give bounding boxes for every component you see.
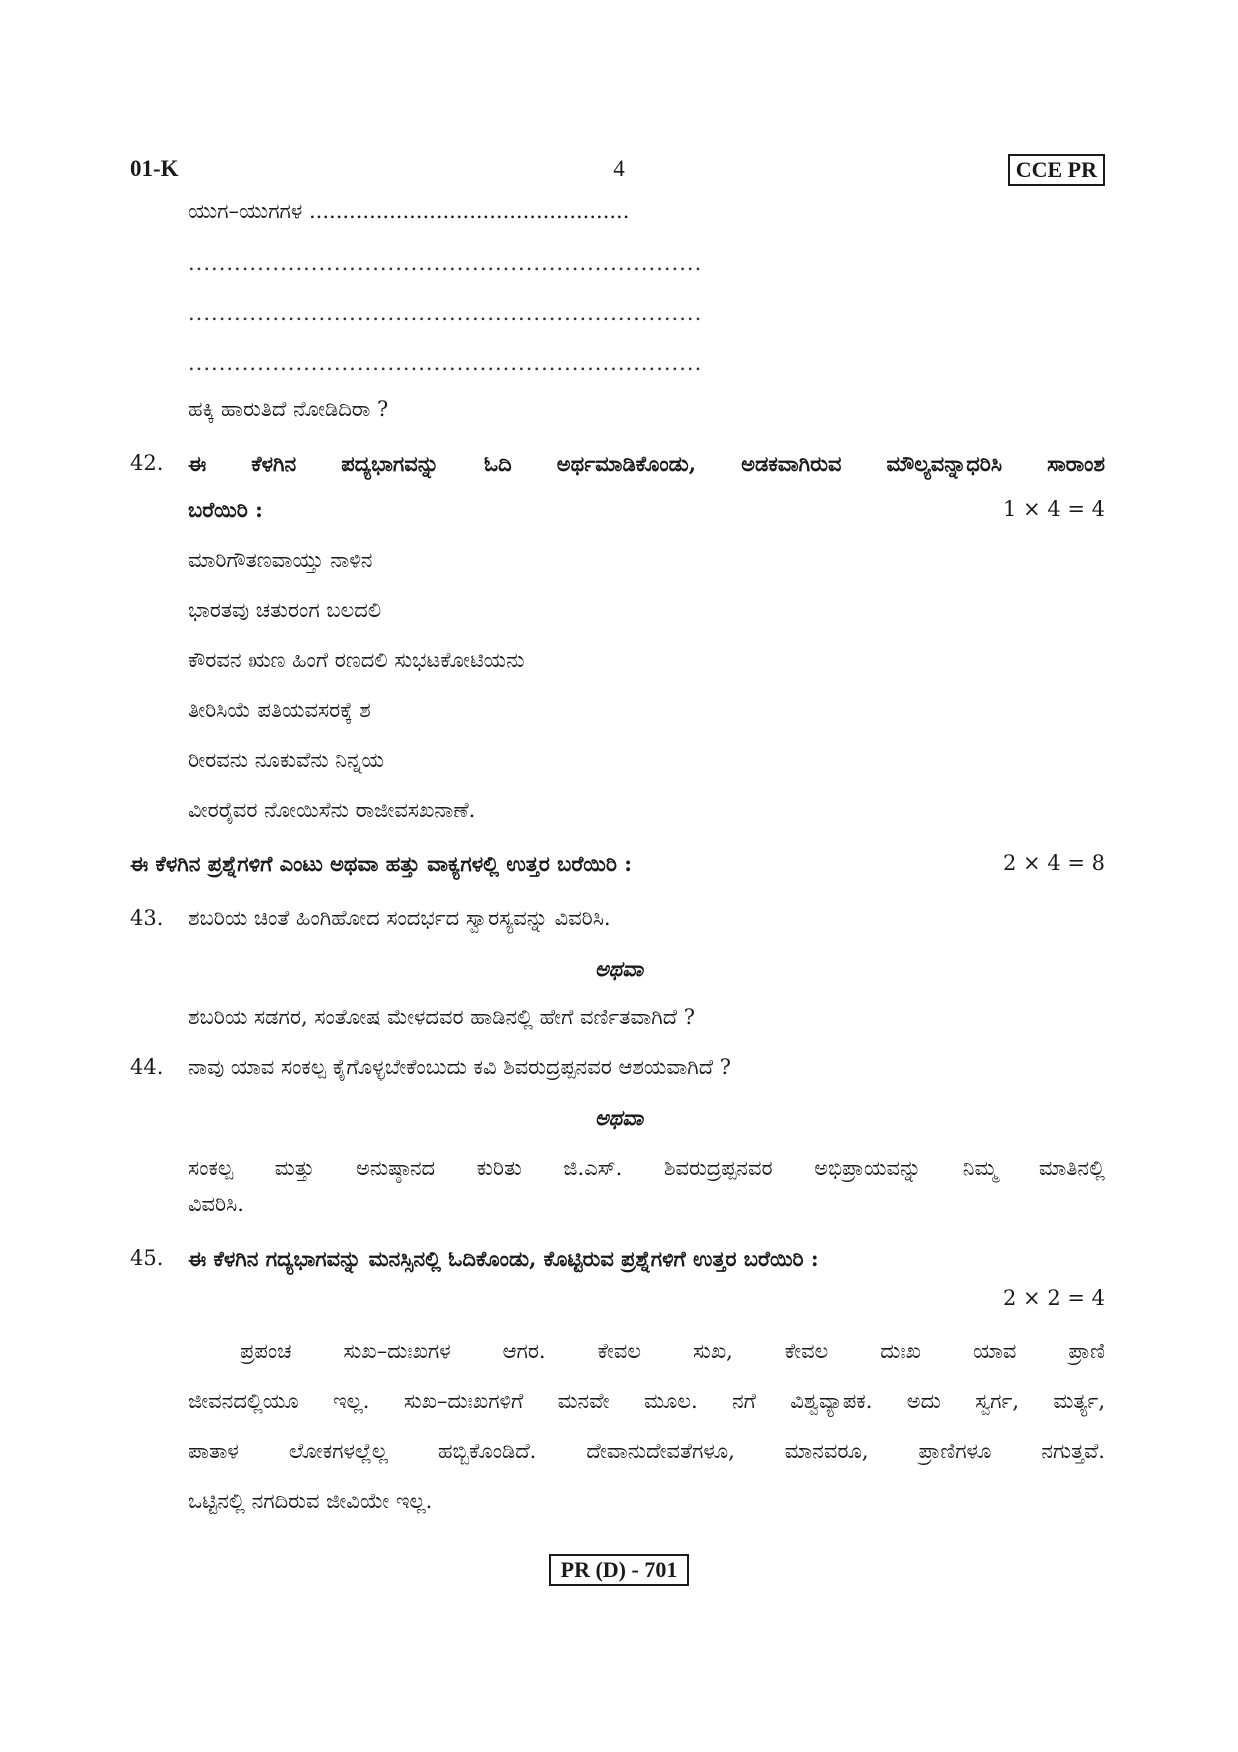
question-42-marks: 1 × 4 = 4 — [1003, 497, 1105, 521]
question-43-alt: ಶಬರಿಯ ಸಡಗರ, ಸಂತೋಷ ಮೇಳದವರ ಹಾಡಿನಲ್ಲಿ ಹೇಗೆ ವರ್ಣಿತವಾಗಿದೆ ? — [188, 1005, 696, 1029]
dotted-line: ................................................................... — [188, 301, 703, 325]
passage-line: ಪಾತಾಳ ಲೋಕಗಳಲ್ಲೆಲ್ಲ ಹಬ್ಬಿಕೊಂಡಿದೆ. ದೇವಾನುದೇವತೆಗಳೂ, ಮಾನವರೂ, ಪ್ರಾಣಿಗಳೂ ನಗುತ್ತವೆ. — [188, 1439, 1105, 1463]
cce-pr-badge: CCE PR — [1008, 154, 1105, 186]
page-number: 4 — [613, 156, 625, 181]
question-44-alt: ಸಂಕಲ್ಪ ಮತ್ತು ಅನುಷ್ಠಾನದ ಕುರಿತು ಜಿ.ಎಸ್. ಶಿವರುದ್ರಪ್ಪನವರ ಅಭಿಪ್ರಾಯವನ್ನು ನಿಮ್ಮ ಮಾತಿನಲ್ಲಿ — [188, 1156, 1105, 1180]
question-45-marks: 2 × 2 = 4 — [1003, 1286, 1105, 1310]
question-number-43: 43. — [130, 906, 164, 930]
question-44-text: ನಾವು ಯಾವ ಸಂಕಲ್ಪ ಕೈಗೊಳ್ಳಬೇಕೆಂಬುದು ಕವಿ ಶಿವರುದ್ರಪ್ಪನವರ ಆಶಯವಾಗಿದೆ ? — [188, 1055, 732, 1079]
poem-line-yuga: ಯುಗ–ಯುಗಗಳ ................................................ — [188, 199, 630, 223]
or-label: ಅಥವಾ — [594, 1105, 644, 1130]
poem-line: ತೀರಿಸಿಯೆ ಪತಿಯವಸರಕ್ಕೆ ಶ — [188, 698, 371, 722]
question-42-text-cont: ಬರೆಯಿರಿ : — [188, 497, 263, 522]
poem-line-hakki: ಹಕ್ಕಿ ಹಾರುತಿದೆ ನೋಡಿದಿರಾ ? — [188, 397, 389, 421]
poem-line: ವೀರರೈವರ ನೋಯಿಸೆನು ರಾಜೀವಸಖನಾಣೆ. — [188, 798, 476, 822]
question-42-text: ಈ ಕೆಳಗಿನ ಪದ್ಯಭಾಗವನ್ನು ಓದಿ ಅರ್ಥಮಾಡಿಕೊಂಡು, ಅಡಕವಾಗಿರುವ ಮೌಲ್ಯವನ್ನಾಧರಿಸಿ ಸಾರಾಂಶ — [188, 451, 1105, 476]
poem-line: ಕೌರವನ ಋಣ ಹಿಂಗೆ ರಣದಲಿ ಸುಭಟಕೋಟಿಯನು — [188, 648, 525, 672]
section-marks: 2 × 4 = 8 — [1003, 851, 1105, 875]
or-label: ಅಥವಾ — [594, 956, 644, 981]
poem-line: ಭಾರತವು ಚತುರಂಗ ಬಲದಲಿ — [188, 598, 382, 622]
poem-line: ರೀರವನು ನೂಕುವೆನು ನಿನ್ನಯ — [188, 748, 384, 772]
passage-line: ಒಟ್ಟಿನಲ್ಲಿ ನಗದಿರುವ ಜೀವಿಯೇ ಇಲ್ಲ. — [188, 1489, 433, 1513]
footer-code: PR (D) - 701 — [549, 1554, 690, 1586]
question-number-44: 44. — [130, 1055, 164, 1079]
passage-line: ಪ್ರಪಂಚ ಸುಖ–ದುಃಖಗಳ ಆಗರ. ಕೇವಲ ಸುಖ, ಕೇವಲ ದುಃಖ ಯಾವ ಪ್ರಾಣಿ — [240, 1339, 1105, 1363]
question-44-alt-cont: ವಿವರಿಸಿ. — [188, 1192, 244, 1216]
question-number-42: 42. — [130, 451, 164, 475]
dotted-line: ................................................................... — [188, 251, 703, 275]
question-number-45: 45. — [130, 1246, 164, 1270]
question-43-text: ಶಬರಿಯ ಚಿಂತೆ ಹಿಂಗಿಹೋದ ಸಂದರ್ಭದ ಸ್ವಾರಸ್ಯವನ್ನು ವಿವರಿಸಿ. — [188, 906, 611, 930]
section-instruction: ಈ ಕೆಳಗಿನ ಪ್ರಶ್ನೆಗಳಿಗೆ ಎಂಟು ಅಥವಾ ಹತ್ತು ವಾಕ್ಯಗಳಲ್ಲಿ ಉತ್ತರ ಬರೆಯಿರಿ : — [130, 851, 632, 876]
dotted-line: ................................................................... — [188, 351, 703, 375]
question-45-text: ಈ ಕೆಳಗಿನ ಗದ್ಯಭಾಗವನ್ನು ಮನಸ್ಸಿನಲ್ಲಿ ಓದಿಕೊಂಡು, ಕೊಟ್ಟಿರುವ ಪ್ರಶ್ನೆಗಳಿಗೆ ಉತ್ತರ ಬರೆಯಿರಿ : — [188, 1246, 819, 1271]
paper-code: 01-K — [130, 156, 179, 181]
poem-line: ಮಾರಿಗೌತಣವಾಯ್ತು ನಾಳಿನ — [188, 548, 373, 572]
passage-line: ಜೀವನದಲ್ಲಿಯೂ ಇಲ್ಲ. ಸುಖ–ದುಃಖಗಳಿಗೆ ಮನವೇ ಮೂಲ. ನಗೆ ವಿಶ್ವವ್ಯಾಪಕ. ಅದು ಸ್ವರ್ಗ, ಮರ್ತ್ಯ, — [188, 1389, 1105, 1413]
